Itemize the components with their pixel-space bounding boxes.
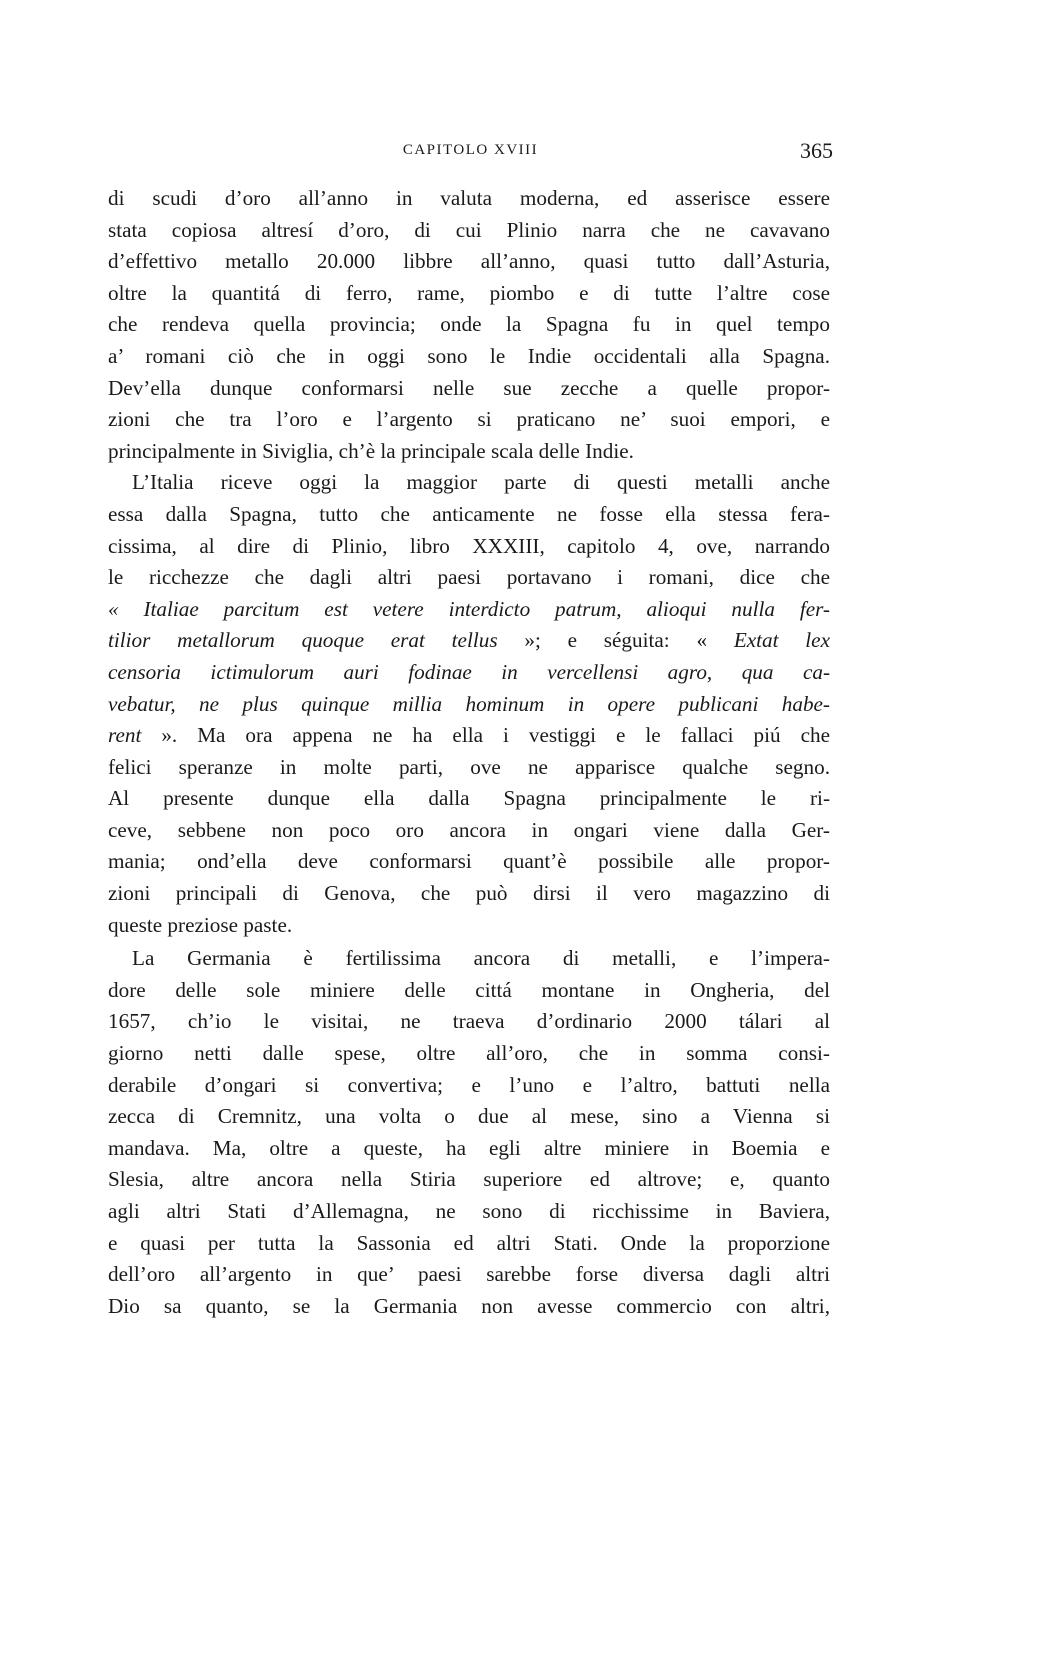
text-line: di scudi d’oro all’anno in valuta moderna, ed asserisce essere <box>108 186 830 210</box>
text-line: che rendeva quella provincia; onde la Spagna fu in quel tempo <box>108 312 830 337</box>
text-line: Slesia, altre ancora nella Stiria superiore ed altrove; e, quanto <box>108 1167 830 1192</box>
text-line: 1657, ch’io le visitai, ne traeva d’ordinario 2000 tálari al <box>108 1009 830 1034</box>
latin-quote: rent <box>108 723 142 748</box>
text-line-mixed <box>108 625 830 657</box>
text-line-latin-quote: « Italiae parcitum est vetere interdicto patrum, alioqui nulla fer- <box>108 596 830 621</box>
text-line: agli altri Stati d’Allemagna, ne sono di ricchissime in Baviera, <box>108 1199 830 1223</box>
text-line: ceve, sebbene non poco oro ancora in ongari viene dalla Ger- <box>108 817 830 842</box>
text-line: zecca di Cremnitz, una volta o due al mese, sino a Vienna si <box>108 1104 830 1129</box>
roman-text: ». Ma ora appena ne ha ella i vestiggi e le fallaci piú che <box>141 723 830 748</box>
text-line: essa dalla Spagna, tutto che anticamente ne fosse ella stessa fera- <box>108 501 830 526</box>
text-line: zioni principali di Genova, che può dirsi il vero magazzino di <box>108 881 830 906</box>
text-line: Al presente dunque ella dalla Spagna principalmente le ri- <box>108 786 830 811</box>
latin-quote: Extat lex <box>733 628 830 653</box>
text-line: mania; ond’ella deve conformarsi quant’è possibile alle propor- <box>108 849 830 874</box>
latin-quote: tilior metallorum quoque erat tellus <box>108 628 498 653</box>
text-line: e quasi per tutta la Sassonia ed altri Stati. Onde la proporzione <box>108 1230 830 1255</box>
text-line: zioni che tra l’oro e l’argento si praticano ne’ suoi empori, e <box>108 407 830 432</box>
body-text <box>108 183 830 1322</box>
text-line: L’Italia riceve oggi la maggior parte di questi metalli anche <box>132 470 830 495</box>
text-line: stata copiosa altresí d’oro, di cui Plinio narra che ne cavavano <box>108 217 830 242</box>
text-line: felici speranze in molte parti, ove ne apparisce qualche segno. <box>108 754 830 779</box>
text-line: giorno netti dalle spese, oltre all’oro, che in somma consi- <box>108 1041 830 1066</box>
text-line: cissima, al dire di Plinio, libro XXXIII, capitolo 4, ove, narrando <box>108 533 830 558</box>
text-line: Dev’ella dunque conformarsi nelle sue zecche a quelle propor- <box>108 375 830 400</box>
text-line: derabile d’ongari si convertiva; e l’uno e l’altro, battuti nella <box>108 1072 830 1097</box>
text-line: queste preziose paste. <box>108 912 293 937</box>
text-line: a’ romani ciò che in oggi sono le Indie occidentali alla Spagna. <box>108 343 830 368</box>
text-line-mixed <box>108 720 830 752</box>
text-line: dell’oro all’argento in que’ paesi sarebbe forse diversa dagli altri <box>108 1262 830 1287</box>
text-line: oltre la quantitá di ferro, rame, piombo e di tutte l’altre cose <box>108 280 830 305</box>
roman-text: »; e séguita: « <box>497 628 734 653</box>
text-line: principalmente in Siviglia, ch’è la principale scala delle Indie. <box>108 438 634 463</box>
text-line: dore delle sole miniere delle cittá montane in Ongheria, del <box>108 977 830 1002</box>
text-line: La Germania è fertilissima ancora di metalli, e l’impera- <box>132 946 830 971</box>
chapter-heading: CAPITOLO XVIII <box>402 142 539 158</box>
text-line: mandava. Ma, oltre a queste, ha egli altre miniere in Boemia e <box>108 1135 830 1160</box>
text-line: Dio sa quanto, se la Germania non avesse commercio con altri, <box>108 1293 830 1318</box>
text-line: d’effettivo metallo 20.000 libbre all’anno, quasi tutto dall’Asturia, <box>108 249 830 274</box>
text-line-latin-quote: censoria ictimulorum auri fodinae in vercellensi agro, qua ca- <box>108 659 830 684</box>
page-number: 365 <box>800 138 833 163</box>
text-line-latin-quote: vebatur, ne plus quinque millia hominum in opere publicani habe- <box>108 691 830 716</box>
running-head <box>108 138 833 178</box>
text-line: le ricchezze che dagli altri paesi portavano i romani, dice che <box>108 565 830 590</box>
